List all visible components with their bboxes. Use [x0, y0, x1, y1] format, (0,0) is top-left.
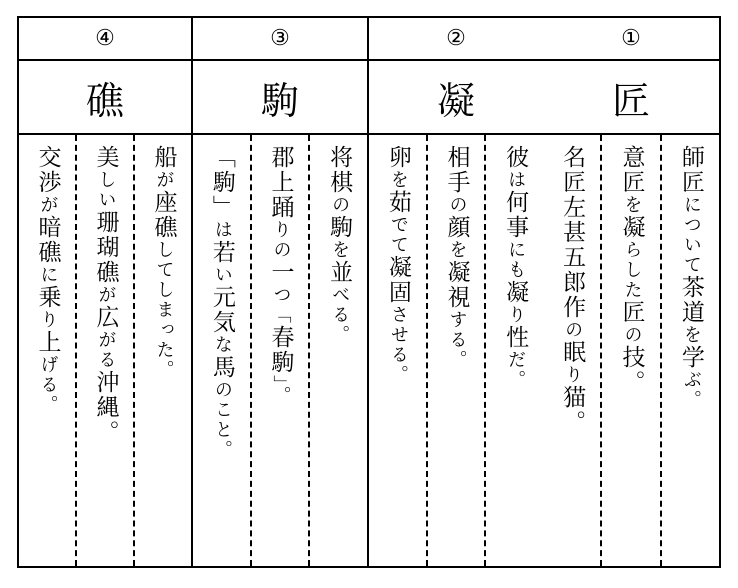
kanji-segment: 将棋 — [326, 145, 353, 195]
sentence-line — [369, 135, 428, 566]
kanji-segment: 眠 — [559, 340, 586, 365]
example-sentence — [386, 145, 409, 385]
target-kanji: 駒 — [193, 61, 367, 135]
sentence-line — [77, 135, 135, 566]
example-sentence — [679, 145, 702, 410]
kanji-column-2 — [367, 18, 543, 566]
kana-segment: を — [387, 170, 409, 190]
kana-segment: のこと。 — [211, 380, 233, 460]
kana-segment: り — [562, 365, 584, 385]
kana-segment: させる。 — [387, 305, 409, 385]
kana-segment: にも — [505, 240, 527, 280]
kanji-segment: 茹 — [384, 190, 411, 215]
sentence-line — [310, 135, 367, 566]
kana-segment: り — [505, 305, 527, 325]
kana-segment: がる — [95, 330, 117, 370]
kanji-segment: 凝視 — [443, 260, 470, 310]
kanji-segment: 茶道 — [677, 275, 704, 325]
kanji-segment: 技。 — [618, 345, 645, 395]
kanji-segment: 顔 — [443, 215, 470, 240]
kanji-segment: 「駒」 — [208, 145, 235, 220]
example-sentence — [36, 145, 59, 415]
kanji-segment: 元気 — [208, 285, 235, 335]
kanji-segment: 郡上踊 — [267, 145, 294, 220]
kana-segment: の — [621, 325, 643, 345]
sentence-line — [543, 135, 602, 566]
kana-segment: は — [505, 170, 527, 190]
example-sentence — [443, 145, 470, 370]
column-number: ① — [543, 18, 719, 61]
sentence-line — [252, 135, 311, 566]
kana-segment: らした — [621, 240, 643, 300]
target-kanji: 匠 — [543, 61, 719, 135]
kanji-segment: 匠 — [618, 300, 645, 325]
sentence-line — [193, 135, 252, 566]
kanji-segment: 美 — [92, 145, 119, 170]
kanji-segment: 上 — [34, 330, 61, 355]
kana-segment: げる。 — [37, 355, 59, 415]
kanji-segment: 意匠 — [618, 145, 645, 195]
kanji-segment: 珊瑚礁 — [92, 210, 119, 285]
kanji-segment: 凝 — [502, 280, 529, 305]
kana-segment: べる。 — [329, 285, 351, 345]
kanji-segment: 座礁 — [150, 190, 177, 240]
kanji-column-3 — [191, 18, 367, 566]
kana-segment: の — [562, 320, 584, 340]
kana-segment: が — [95, 285, 117, 305]
kana-segment: だ。 — [505, 350, 527, 390]
sentence-line — [662, 135, 719, 566]
kana-segment: を — [329, 240, 351, 260]
kanji-segment: 何事 — [502, 190, 529, 240]
kanji-segment: 並 — [326, 260, 353, 285]
kanji-segment: 猫。 — [559, 385, 586, 435]
kanji-segment: 乗 — [34, 285, 61, 310]
kana-segment: しい — [95, 170, 117, 210]
target-kanji: 凝 — [369, 61, 543, 135]
kanji-segment: 凝 — [618, 215, 645, 240]
example-sentence — [267, 145, 294, 406]
kanji-column-1 — [543, 18, 719, 566]
kana-segment: でて — [387, 215, 409, 255]
kana-segment: が — [37, 195, 59, 215]
kana-segment: は — [211, 220, 233, 240]
kana-segment: 」。 — [270, 375, 292, 406]
example-sentence — [502, 145, 529, 390]
kanji-segment: 彼 — [502, 145, 529, 170]
kana-segment: ぶ。 — [680, 370, 702, 410]
example-sentence — [152, 145, 175, 380]
sentence-line — [19, 135, 77, 566]
kana-segment: を — [446, 240, 468, 260]
kanji-segment: 馬 — [208, 355, 235, 380]
kana-segment: を — [680, 325, 702, 345]
sentence-line — [135, 135, 191, 566]
kanji-segment: 広 — [92, 305, 119, 330]
kana-segment: について — [680, 195, 702, 275]
kana-segment: を — [621, 195, 643, 215]
kanji-segment: 春駒 — [267, 325, 294, 375]
kana-segment: り — [37, 310, 59, 330]
example-sentence — [210, 145, 233, 460]
kanji-segment: 学 — [677, 345, 704, 370]
kanji-segment: 名匠左甚五郎作 — [559, 145, 586, 320]
kanji-segment: 沖縄。 — [92, 370, 119, 445]
kanji-segment: 一 — [267, 260, 294, 285]
kanji-segment: 卵 — [384, 145, 411, 170]
kanji-segment: 暗礁 — [34, 215, 61, 265]
kana-segment: つ「 — [270, 285, 292, 325]
example-sentence — [94, 145, 117, 445]
kana-segment: の — [329, 195, 351, 215]
sentence-line — [602, 135, 661, 566]
kanji-segment: 船 — [150, 145, 177, 170]
kanji-practice-table — [17, 16, 721, 568]
kanji-segment: 駒 — [326, 215, 353, 240]
example-sentence — [559, 145, 586, 435]
sentence-line — [486, 135, 543, 566]
column-number: ③ — [193, 18, 367, 61]
kana-segment: が — [153, 170, 175, 190]
kana-segment: してしまった。 — [153, 240, 175, 380]
kanji-segment: 師匠 — [677, 145, 704, 195]
kana-segment: な — [211, 335, 233, 355]
kana-segment: に — [37, 265, 59, 285]
column-number: ② — [369, 18, 543, 61]
kanji-segment: 交渉 — [34, 145, 61, 195]
example-sentence — [620, 145, 643, 395]
kanji-segment: 性 — [502, 325, 529, 350]
kanji-segment: 若 — [208, 240, 235, 265]
sentence-line — [428, 135, 487, 566]
example-sentence — [326, 145, 353, 345]
kana-segment: の — [446, 195, 468, 215]
kana-segment: する。 — [446, 310, 468, 370]
kana-segment: りの — [270, 220, 292, 260]
kana-segment: い — [211, 265, 233, 285]
kanji-segment: 相手 — [443, 145, 470, 195]
kanji-column-4 — [17, 18, 191, 566]
kanji-segment: 凝固 — [384, 255, 411, 305]
target-kanji: 礁 — [19, 61, 191, 135]
column-number: ④ — [19, 18, 191, 61]
